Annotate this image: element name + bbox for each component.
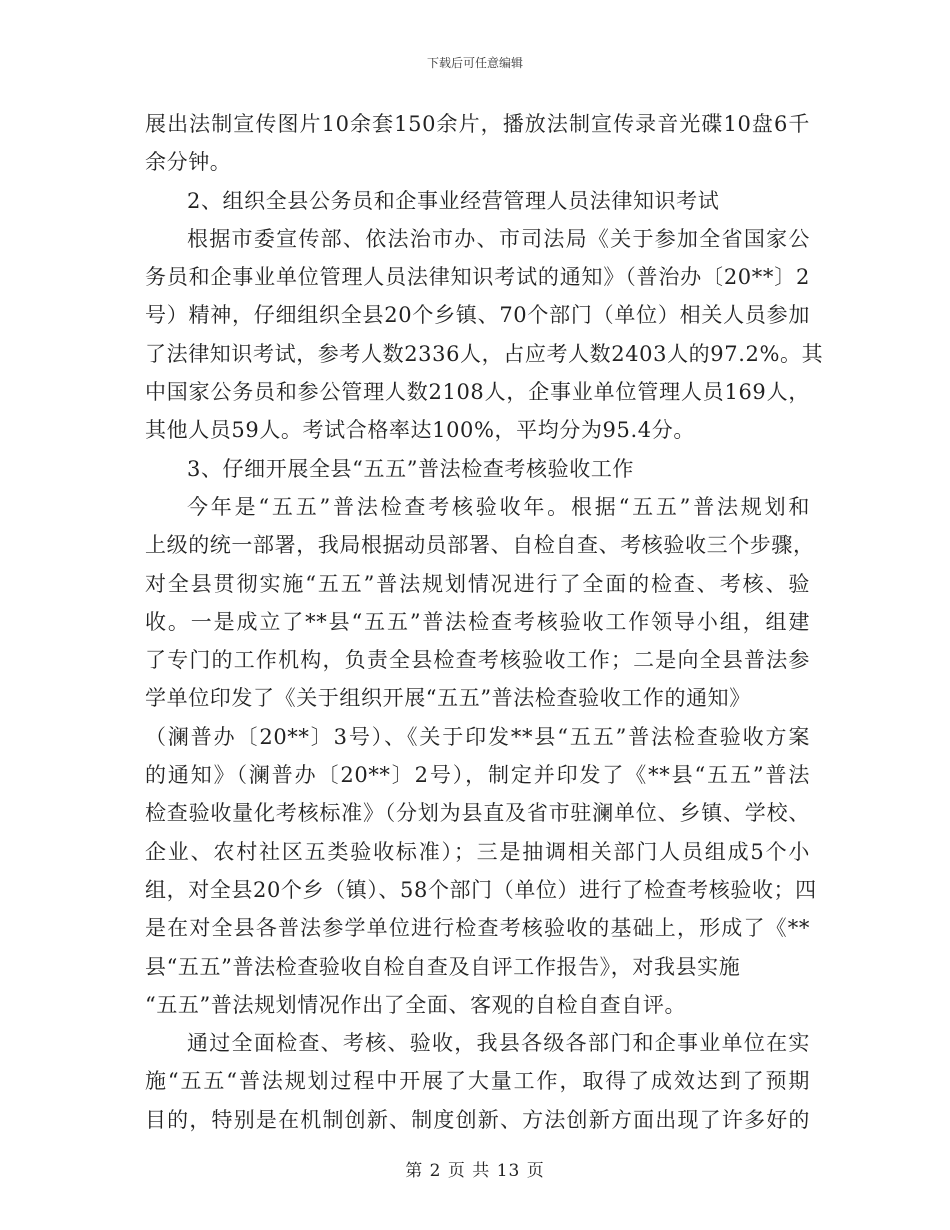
page-header: 下载后可任意编辑 [426, 56, 523, 70]
text-line: 余分钟。 [145, 150, 232, 175]
text-line: 上级的统一部署，我局根据动员部署、自检自查、考核验收三个步骤， [145, 533, 815, 558]
text-line: 检查验收量化考核标准》（分划为县直及省市驻澜单位、乡镇、学校、 [145, 801, 810, 826]
text-line: 组，对全县20个乡（镇）、58个部门（单位）进行了检查考核验收；四 [145, 877, 817, 902]
text-line: 学单位印发了《关于组织开展“五五”普法检查验收工作的通知》 [145, 686, 751, 711]
section-heading: 2、组织全县公务员和企事业经营管理人员法律知识考试 [187, 188, 720, 213]
text-line: 通过全面检查、考核、验收，我县各级各部门和企事业单位在实 [187, 1031, 810, 1056]
text-line: 是在对全县各普法参学单位进行检查考核验收的基础上，形成了《** [145, 916, 810, 941]
section-heading: 3、仔细开展全县“五五”普法检查考核验收工作 [187, 456, 635, 481]
text-line: 展出法制宣传图片10余套150余片，播放法制宣传录音光碟10盘6千 [145, 112, 810, 136]
text-line: 的通知》（澜普办〔20**〕2号），制定并印发了《**县“五五”普法 [145, 763, 810, 788]
text-line: 今年是“五五”普法检查考核验收年。根据“五五”普法规划和 [187, 494, 810, 519]
page-footer: 第 2 页 共 13 页 [405, 1161, 545, 1181]
text-line: 对全县贯彻实施“五五”普法规划情况进行了全面的检查、考核、验 [145, 571, 810, 596]
text-line: 了法律知识考试，参考人数2336人，占应考人数2403人的97.2%。其 [145, 341, 824, 366]
text-line: 务员和企事业单位管理人员法律知识考试的通知》（普治办〔20**〕2 [145, 265, 810, 290]
text-line: （澜普办〔20**〕3号）、《关于印发**县“五五”普法检查验收方案 [145, 724, 810, 749]
text-line: 根据市委宣传部、依法治市办、市司法局《关于参加全省国家公 [187, 226, 810, 251]
text-line: 目的，特别是在机制创新、制度创新、方法创新方面出现了许多好的 [145, 1107, 810, 1132]
text-line: 了专门的工作机构，负责全县检查考核验收工作；二是向全县普法参 [145, 648, 810, 673]
text-line: “五五”普法规划情况作出了全面、客观的自检自查自评。 [145, 992, 687, 1017]
text-line: 号）精神，仔细组织全县20个乡镇、70个部门（单位）相关人员参加 [145, 303, 810, 328]
text-line: 企业、农村社区五类验收标准）；三是抽调相关部门人员组成5个小 [145, 839, 810, 864]
document-body [145, 105, 824, 1139]
text-line: 县“五五”普法检查验收自检自查及自评工作报告》，对我县实施 [145, 954, 741, 979]
text-line: 中国家公务员和参公管理人数2108人，企事业单位管理人员169人， [145, 380, 810, 405]
text-line: 施“五五“普法规划过程中开展了大量工作，取得了成效达到了预期 [145, 1069, 810, 1094]
text-line: 其他人员59人。考试合格率达100%，平均分为95.4分。 [145, 418, 695, 443]
text-line: 收。一是成立了**县“五五”普法检查考核验收工作领导小组，组建 [145, 609, 810, 634]
